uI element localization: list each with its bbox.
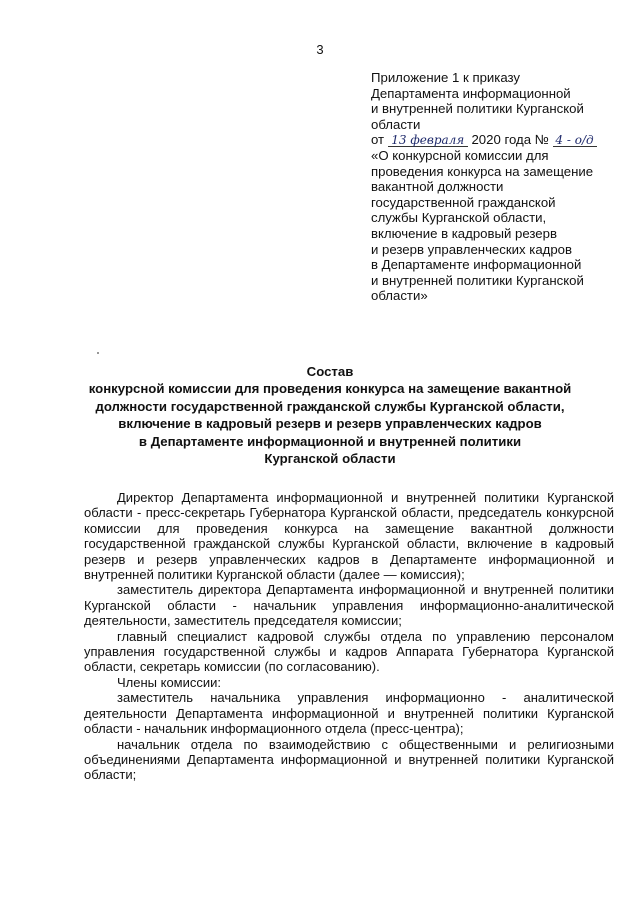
paragraph-chairman: Директор Департамента информационной и внутренней политики Курганской области - пресс-секретарь Губернатора Курганской области, председатель конкурсной комиссии для проведения конкурса на замещение вакантной должности государственной гражданской службы Курганской области, включение в кадровый резерв и резерв управленческих кадров в Департаменте информационной и внутренней политики Курганской области (далее — комиссия);: [84, 490, 614, 583]
appendix-line: Приложение 1 к приказу: [371, 70, 521, 85]
stray-dot: [97, 352, 99, 354]
title-line: конкурсной комиссии для проведения конкурса на замещение вакантной: [88, 381, 572, 397]
year-text: 2020 года №: [471, 132, 549, 148]
appendix-line: и внутренней политики Курганской: [371, 101, 584, 117]
title-line: Курганской области: [264, 451, 396, 467]
appendix-date-line: [371, 132, 621, 148]
appendix-line: области: [371, 116, 421, 132]
paragraph-deputy-chairman: заместитель директора Департамента информационной и внутренней политики Курганской области - начальник управления информационно-аналитической деятельности, заместитель председателя комиссии;: [84, 582, 614, 629]
appendix-line: Департамента информационной: [371, 85, 571, 101]
document-title: [70, 363, 590, 467]
paragraph-secretary: главный специалист кадровой службы отдела по управлению персоналом управления государственной службы и кадров Аппарата Губернатора Курганской области, секретарь комиссии (по согласованию).: [84, 628, 614, 675]
commission-composition: [84, 490, 614, 783]
handwritten-order-number: 4 - о/д: [553, 134, 597, 147]
appendix-ref-line: вакантной должности: [371, 179, 504, 195]
page-number: 3: [316, 42, 324, 57]
appendix-ref-line: в Департаменте информационной: [371, 257, 582, 273]
appendix-ref-line: службы Курганской области,: [371, 210, 547, 226]
title-heading: Состав: [306, 364, 354, 379]
title-line: в Департаменте информационной и внутренней политики: [138, 433, 522, 449]
handwritten-date: 13 февраля: [388, 134, 468, 147]
title-line: должности государственной гражданской службы Курганской области,: [95, 398, 565, 414]
appendix-ref-line: области»: [371, 288, 428, 304]
appendix-ref-line: «О конкурсной комиссии для: [371, 147, 549, 163]
appendix-ref-line: и резерв управленческих кадров: [371, 241, 573, 257]
appendix-ref-line: проведения конкурса на замещение: [371, 163, 594, 179]
paragraph-member: начальник отдела по взаимодействию с общественными и религиозными объединениями Департамента информационной и внутренней политики Курганской области;: [84, 736, 614, 783]
title-line: включение в кадровый резерв и резерв управленческих кадров: [118, 416, 542, 432]
paragraph-member: заместитель начальника управления информационно - аналитической деятельности Департамента информационной и внутренней политики Курганской области - начальник информационного отдела (пресс-центра);: [84, 690, 614, 737]
appendix-ref-line: включение в кадровый резерв: [371, 225, 557, 241]
paragraph-members-heading: Члены комиссии:: [117, 674, 222, 690]
appendix-header: [371, 70, 621, 304]
date-prefix: от: [371, 132, 385, 148]
appendix-ref-line: и внутренней политики Курганской: [371, 272, 584, 288]
appendix-ref-line: государственной гражданской: [371, 194, 556, 210]
